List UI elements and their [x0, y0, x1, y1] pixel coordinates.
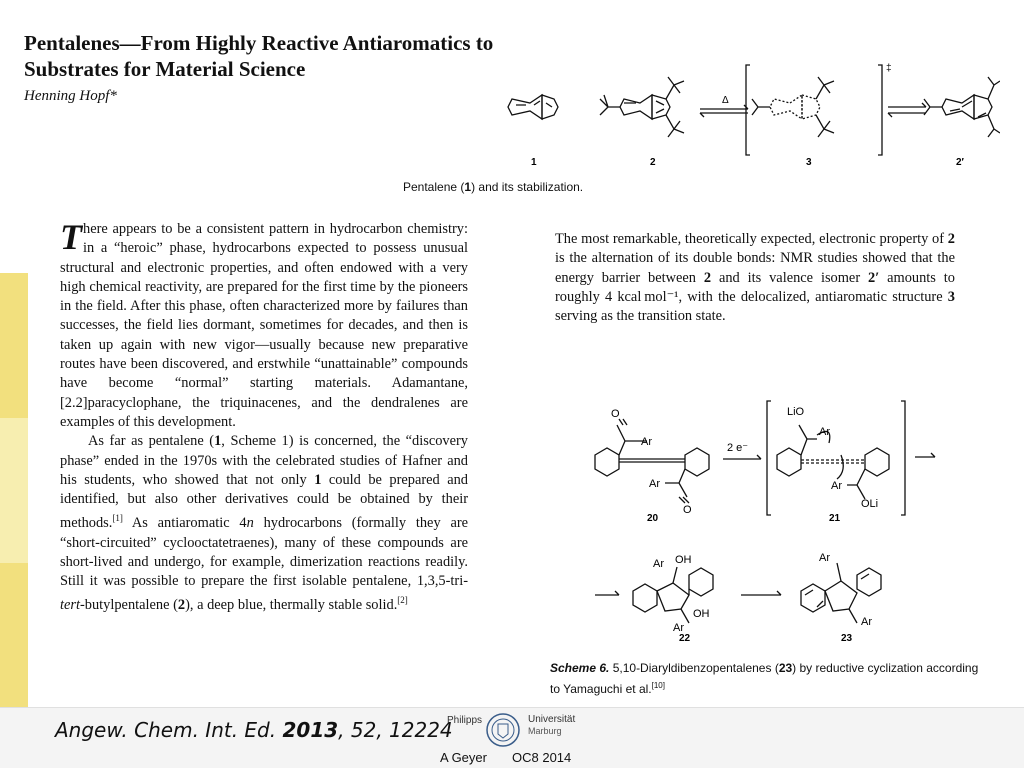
- paragraph-1: here appears to be a consistent pattern in hydrocarbon chemistry: in a “heroic” phase, hydrocarbons expected to possess unusual structural and electronic properties, and often endowed with a very high chemical reactivity, are prepared for the first time by the pioneers in the field. After this phase, often characterized more by failures than successes, the field lies dormant, sometimes for decades, and then is taken up again with new vigor—usually because new preparative routes have been discovered, and erstwhile “unattainable” compounds have become “normal” starting materials. Adamantane, [2.2]paracyclophane, the triquinacenes, and the dendralenes are examples of this development.: [60, 221, 468, 430]
- compound-23-structure: [801, 563, 881, 623]
- accent-bar-top: [0, 273, 28, 418]
- right-column-text: The most remarkable, theoretically expected, electronic property of 2 is the alternation of its double bonds: NMR studies showed that the energy barrier between 2 and its valence isomer 2′ amounts to roughly 4 kcal mol⁻¹, with the delocalized, antiaromatic structure 3 serving as the transition state.: [555, 231, 955, 325]
- figure-caption: Pentalene (1) and its stabilization.: [403, 180, 584, 194]
- pentalene-scheme: [500, 55, 1000, 175]
- label-23: 23: [841, 633, 853, 644]
- pentalene-3-structure: [770, 95, 820, 119]
- label-o-2: O: [683, 504, 692, 516]
- ts-symbol: ‡: [886, 63, 892, 74]
- article-title: Pentalenes—From Highly Reactive Antiaromatics to Substrates for Material Science: [24, 31, 494, 81]
- label-2: 2: [650, 157, 656, 168]
- pentalene-2prime-structure: [924, 77, 1000, 137]
- label-ar-6: Ar: [673, 622, 684, 634]
- accent-bar-mid: [0, 418, 28, 563]
- pentalene-1-structure: [508, 95, 558, 119]
- pentalene-2-structure: [600, 77, 684, 137]
- footer-course: OC8 2014: [512, 750, 572, 765]
- left-column-text: [60, 217, 469, 616]
- label-21: 21: [829, 513, 841, 524]
- label-ar-8: Ar: [861, 616, 872, 628]
- compound-20-structure: [595, 419, 709, 503]
- label-ar-1: Ar: [641, 436, 652, 448]
- label-22: 22: [679, 633, 691, 644]
- label-oli: OLi: [861, 498, 879, 510]
- label-o: O: [611, 408, 620, 420]
- university-seal-icon: [485, 712, 521, 748]
- logo-text-left: Philipps: [447, 715, 483, 726]
- accent-bar-bottom: [0, 563, 28, 708]
- label-2prime: 2′: [956, 157, 964, 168]
- label-ar-2: Ar: [649, 478, 660, 490]
- scheme-6-diagram: [585, 395, 985, 655]
- label-3: 3: [806, 157, 812, 168]
- label-lio: LiO: [787, 406, 805, 418]
- label-ar-5: Ar: [653, 558, 664, 570]
- label-ar-7: Ar: [819, 552, 830, 564]
- label-1: 1: [531, 157, 537, 168]
- label-ar-3: Ar: [819, 426, 830, 438]
- drop-cap: T: [60, 217, 82, 257]
- paragraph-2: As far as pentalene (1, Scheme 1) is concerned, the “discovery phase” ended in the 1970s with the celebrated studies of Hafner and his students, who showed that not only 1 could be prepared and identified, but also other derivatives could be obtained by their methods.[1] As antiaromatic 4n hydrocarbons (formally they are “short-circuited” cyclooctatetraenes), many of these compounds are short-lived and undergo, for example, dimerization reactions readily. Still it was possible to prepare the first isolable pentalene, 1,3,5-tri-tert-butylpentalene (2), a deep blue, thermally stable solid.[2]: [60, 433, 469, 614]
- logo-text-right-sub: Marburg: [528, 726, 562, 736]
- reagent-label: 2 e⁻: [727, 442, 749, 454]
- label-ar-4: Ar: [831, 480, 842, 492]
- logo-text-right: Universität: [528, 714, 576, 725]
- footer-divider: [0, 707, 1024, 708]
- delta-symbol: Δ: [722, 95, 729, 106]
- journal-citation: Angew. Chem. Int. Ed. 2013, 52, 12224: [55, 718, 453, 742]
- label-oh-1: OH: [675, 554, 692, 566]
- label-oh-2: OH: [693, 608, 710, 620]
- footer-author: A Geyer: [440, 750, 487, 765]
- scheme-6-caption: Scheme 6. 5,10-Diaryldibenzopentalenes (23) by reductive cyclization according to Yamaguchi et al.[10]: [550, 661, 979, 696]
- label-20: 20: [647, 513, 659, 524]
- article-author: Henning Hopf*: [24, 88, 117, 104]
